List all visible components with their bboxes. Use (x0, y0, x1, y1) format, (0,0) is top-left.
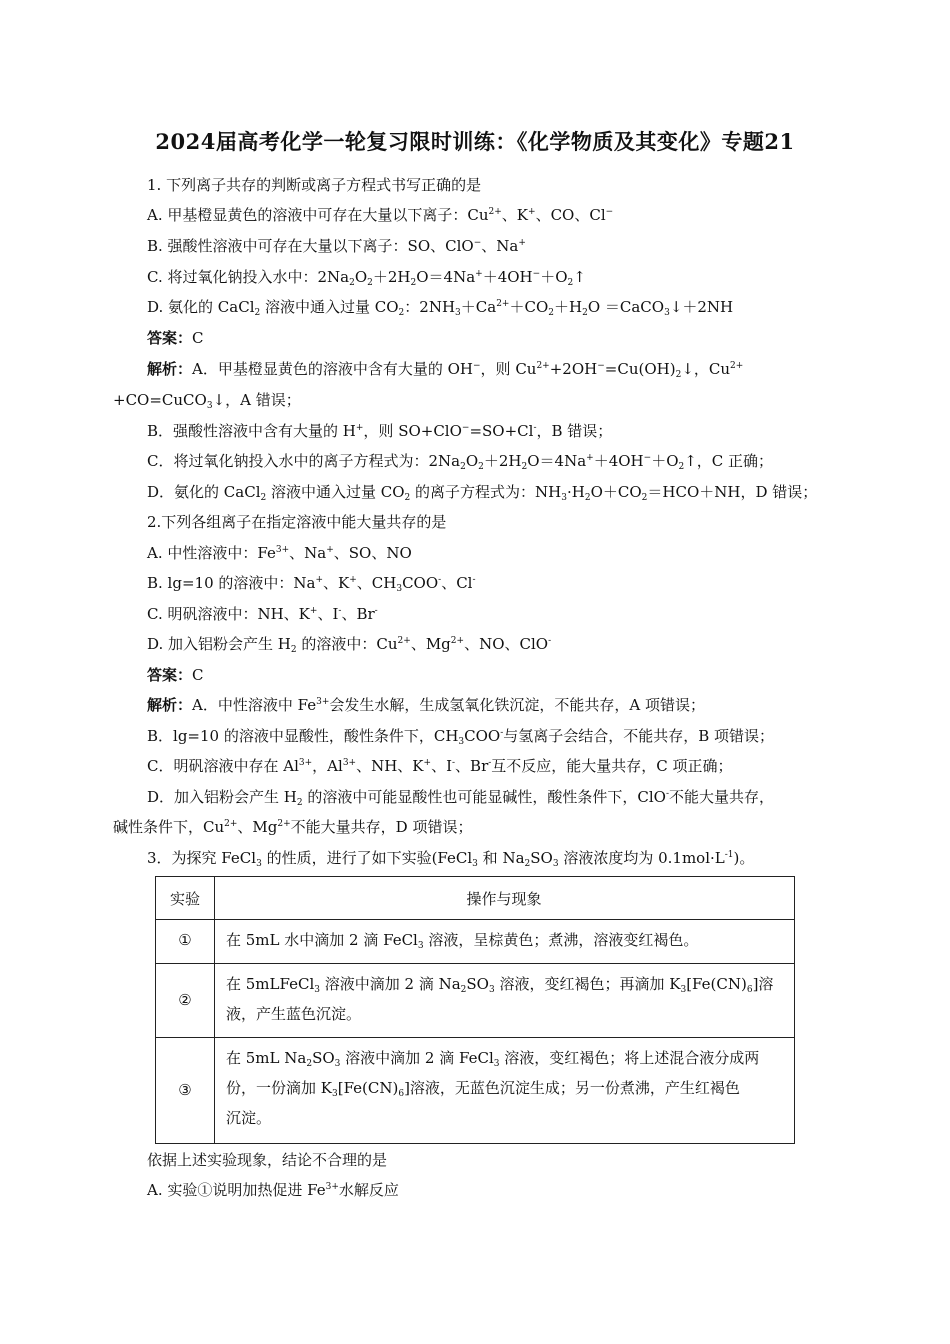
question-2-option-a: A. 中性溶液中：$Fe^{3+}$、Na+、SO、NO (147, 544, 412, 562)
question-1-analysis-c: C．将过氧化钠投入水中的离子方程式为：$2Na_2O_2+2H_2O=4Na^++4OH^-+O_2↑$，C 正确； (147, 452, 774, 472)
page-title: 2024届高考化学一轮复习限时训练：《化学物质及其变化》专题21 (155, 129, 795, 154)
experiment-table (155, 876, 795, 1144)
table-divider (156, 919, 794, 920)
question-2-option-c: C. 明矾溶液中：NH、K+、I-、Br- (147, 605, 378, 623)
question-3-option-a: A. 实验①说明加热促进 $Fe^{3+}$水解反应 (147, 1181, 399, 1199)
question-2-analysis-d: D．加入铝粉会产生 $H_2$ 的溶液中可能显酸性也可能显碱性，酸性条件下，ClO-不能大量共存， (147, 788, 775, 808)
table-divider (214, 877, 215, 1143)
answer-value: C (192, 329, 204, 347)
question-2-option-b: B. lg=10 的溶液中：Na+、K+、$CH_3COO^-$、Cl- (147, 574, 476, 594)
question-1-answer (147, 328, 204, 348)
question-1-analysis-d: D．氨化的 CaCl$_2$ 溶液中通入过量 $CO_2$ 的离子方程式为：$NH_3\cdot H_2O+CO_2=HCO+NH$，D 错误； (147, 483, 818, 503)
question-2-option-d: D. 加入铝粉会产生 $H_2$ 的溶液中：$Cu^{2+}$、$Mg^{2+}$、NO、ClO- (147, 635, 552, 655)
analysis-label: 解析： (147, 696, 193, 714)
question-1-option-b: B. 强酸性溶液中可存在大量以下离子：SO、ClO−、Na+ (147, 237, 526, 255)
question-1-option-a: A. 甲基橙显黄色的溶液中可存在大量以下离子：$Cu^{2+}$、K+、CO、Cl− (147, 206, 614, 224)
table-row-3-number: ③ (178, 1081, 192, 1099)
table-divider (156, 1037, 794, 1038)
answer-label: 答案： (147, 666, 193, 684)
question-1-option-c: C. 将过氧化钠投入水中：$2Na_2O_2+2H_2O=4Na^++4OH^-+O_2↑$ (147, 268, 586, 288)
table-header-operation: 操作与现象 (466, 890, 542, 908)
question-2-answer (147, 665, 204, 685)
question-2-analysis-a: 解析：A．中性溶液中 $Fe^{3+}$会发生水解，生成氢氧化铁沉淀，不能共存，A 项错误； (147, 696, 705, 714)
question-2-stem: 2.下列各组离子在指定溶液中能大量共存的是 (147, 513, 447, 531)
table-row-2-number: ② (178, 991, 192, 1009)
table-row-1-text: 在 5mL 水中滴加 2 滴 FeCl$_3$ 溶液，呈棕黄色；煮沸，溶液变红褐色。 (226, 931, 699, 951)
question-1-analysis-a-cont: +CO=CuCO$_3$↓，A 错误； (113, 391, 301, 411)
analysis-label: 解析： (147, 360, 193, 378)
question-2-analysis-b: B．lg=10 的溶液中显酸性，酸性条件下，$CH_3COO^-$与氢离子会结合，不能共存，B 项错误； (147, 727, 775, 747)
answer-value: C (192, 666, 204, 684)
question-3-stem: 3．为探究 FeCl$_3$ 的性质，进行了如下实验(FeCl$_3$ 和 $Na_2SO_3$ 溶液浓度均为 $0.1mol\cdot L^{-1}$)。 (147, 849, 755, 869)
table-divider (156, 963, 794, 964)
question-1-analysis-b: B．强酸性溶液中含有大量的 H+，则 SO+ClO−=SO+Cl-，B 错误； (147, 422, 613, 440)
answer-label: 答案： (147, 329, 193, 347)
question-1-stem: 1. 下列离子共存的判断或离子方程式书写正确的是 (147, 176, 482, 194)
question-2-analysis-d-cont: 碱性条件下，$Cu^{2+}$、$Mg^{2+}$不能大量共存，D 项错误； (113, 818, 473, 836)
question-1-analysis-a: 解析：A．甲基橙显黄色的溶液中含有大量的 OH−，则 $Cu^{2+}+2OH^-=Cu(OH)_2↓$，$Cu^{2+}$ (147, 360, 744, 380)
question-1-option-d: D. 氨化的 CaCl$_2$ 溶液中通入过量 $CO_2$：$2NH_3+Ca^{2+}+CO_2+H_2O$ ＝CaCO$_3$↓＋2NH (147, 298, 734, 318)
table-header-experiment: 实验 (169, 890, 200, 908)
table-row-2-text: 在 5mLFeCl$_3$ 溶液中滴加 2 滴 $Na_2SO_3$ 溶液，变红褐色；再滴加 $K_3[Fe(CN)_6]$溶 液，产生蓝色沉淀。 (226, 975, 774, 1023)
table-row-3-text: 在 5mL $Na_2SO_3$ 溶液中滴加 2 滴 FeCl$_3$ 溶液，变红褐色；将上述混合液分成两 份，一份滴加 $K_3[Fe(CN)_6]$溶液，无蓝色沉淀生成；另一份煮沸，产生红褐色 沉淀。 (226, 1049, 760, 1127)
question-3-followup: 依据上述实验现象，结论不合理的是 (147, 1151, 388, 1169)
table-row-1-number: ① (178, 931, 192, 949)
question-2-analysis-c: C．明矾溶液中存在 $Al^{3+}$，$Al^{3+}$、NH、K+、I-、Br-互不反应，能大量共存，C 项正确； (147, 757, 733, 775)
